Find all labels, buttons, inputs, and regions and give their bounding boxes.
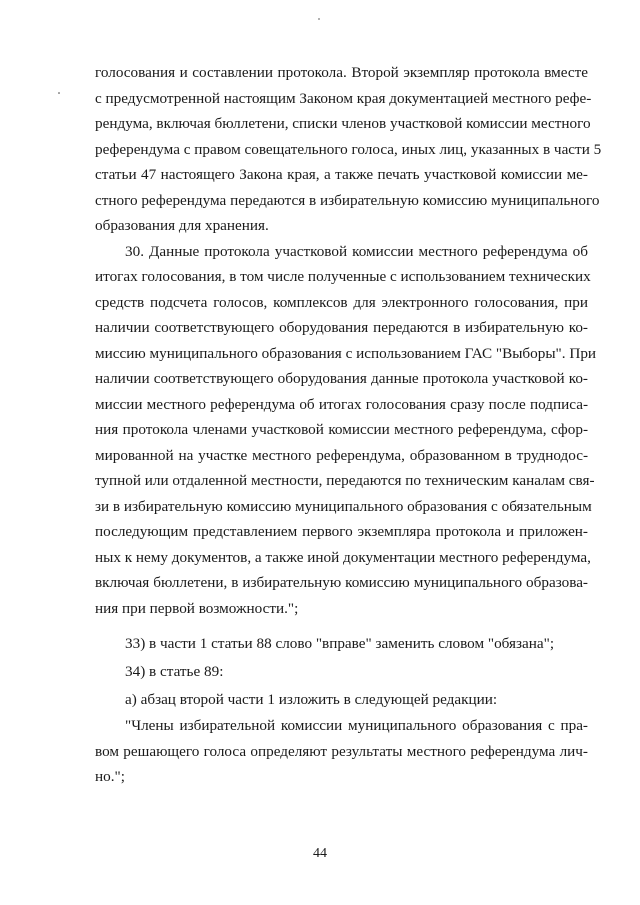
quoted-paragraph — [95, 713, 588, 790]
text-line: мированной на участке местного референдума, образованном в труднодос- — [95, 446, 588, 464]
text-line: "Члены избирательной комиссии муниципального образования с пра- — [125, 717, 588, 734]
item-34 — [95, 659, 588, 685]
text-line: миссию муниципального образования с использованием ГАС "Выборы". При — [95, 344, 597, 362]
item-34a — [95, 687, 588, 713]
paragraph-continuation — [95, 60, 602, 239]
text-line: наличии соответствующего оборудования данные протокола участковой ко- — [95, 370, 588, 387]
scan-speck — [58, 92, 60, 94]
text-line: вом решающего голоса определяют результаты местного референдума лич- — [95, 742, 588, 760]
paragraph-30 — [95, 239, 597, 622]
text-line: ных к нему документов, а также иной документации местного референдума, — [95, 548, 591, 566]
text-line: а) абзац второй части 1 изложить в следующей редакции: — [125, 691, 498, 708]
text-line: зи в избирательную комиссию муниципального образования с обязательным — [95, 497, 592, 515]
text-line: итогах голосования, в том числе полученные с использованием технических — [95, 268, 591, 285]
text-line: рендума, включая бюллетени, списки членов участковой комиссии местного — [95, 115, 591, 132]
text-line: последующим представлением первого экземпляра протокола и приложен- — [95, 523, 588, 540]
page-number: 44 — [313, 846, 327, 861]
text-line: 30. Данные протокола участковой комиссии местного референдума об — [125, 242, 588, 260]
text-line: 34) в статье 89: — [125, 663, 224, 680]
text-line: средств подсчета голосов, комплексов для электронного голосования, при — [95, 293, 588, 311]
text-line: голосования и составлении протокола. Второй экземпляр протокола вместе — [95, 64, 588, 81]
text-line: образования для хранения. — [95, 217, 269, 234]
text-line: миссии местного референдума об итогах голосования сразу после подписа- — [95, 395, 588, 413]
text-line: ния протокола членами участковой комиссии местного референдума, сфор- — [95, 421, 588, 438]
text-line: включая бюллетени, в избирательную комиссию муниципального образова- — [95, 574, 588, 591]
text-line: референдума с правом совещательного голоса, иных лиц, указанных в части 5 — [95, 140, 602, 158]
text-line: стного референдума передаются в избирательную комиссию муниципального — [95, 191, 600, 209]
text-line: статьи 47 настоящего Закона края, а также печать участковой комиссии ме- — [95, 166, 588, 183]
text-line: тупной или отдаленной местности, передаются по техническим каналам свя- — [95, 472, 595, 489]
text-line: 33) в части 1 статьи 88 слово "вправе" заменить словом "обязана"; — [125, 635, 555, 652]
text-line: ния при первой возможности."; — [95, 599, 299, 617]
text-line: наличии соответствующего оборудования передаются в избирательную ко- — [95, 319, 588, 336]
text-line: с предусмотренной настоящим Законом края документацией местного рефе- — [95, 89, 592, 107]
scan-speck — [318, 18, 320, 20]
item-33 — [95, 631, 588, 657]
text-line: но."; — [95, 768, 125, 785]
